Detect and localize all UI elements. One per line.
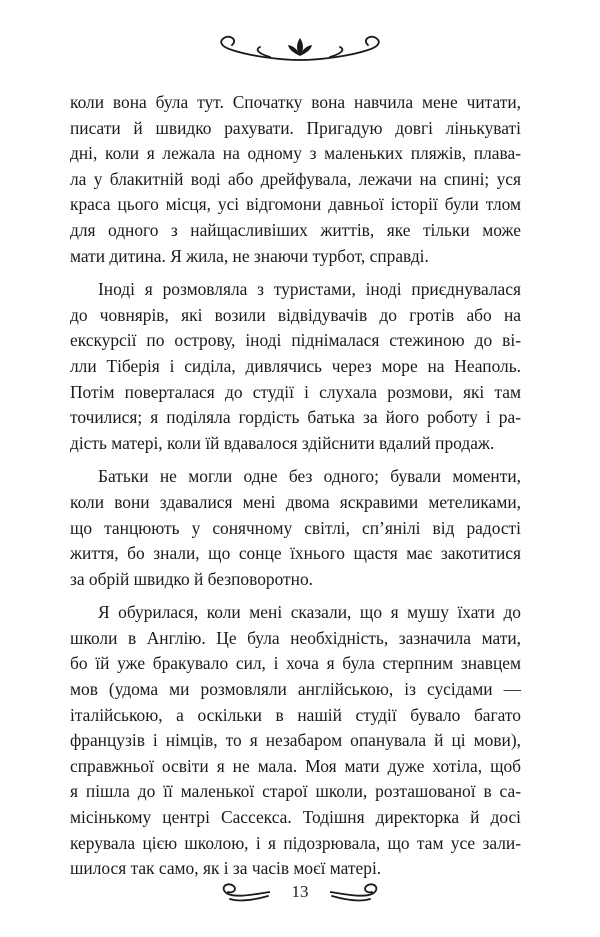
text-line: дість матері, коли їй вдавалося здійснити вдалий продаж. [70, 432, 495, 453]
body-text [70, 90, 521, 882]
paragraph-4 [70, 600, 521, 882]
text-line: точилися; я поділяла гордість батька за його роботу і ра- [70, 407, 521, 428]
text-line: школи в Англію. Це була необхідність, зазначила мати, [70, 627, 521, 648]
page-number: 13 [270, 882, 330, 902]
text-line: екскурсії по острову, іноді піднімалася стежиною до ві- [70, 330, 521, 351]
text-line: дні, коли я лежала на одному з маленьких пляжів, плава- [70, 143, 521, 164]
text-line: бо їй уже бракувало сил, і хоча я була стерпним знавцем [70, 653, 521, 674]
text-line: Я обурилася, коли мені сказали, що я мушу їхати до [98, 602, 521, 623]
paragraph-2 [70, 277, 521, 456]
text-line: мати дитина. Я жила, не знаючи турбот, справді. [70, 245, 429, 266]
text-line: для одного з найщасливіших життів, яке тільки може [70, 219, 521, 240]
text-line: справжньої освіти я не мала. Моя мати дуже хотіла, щоб [70, 755, 521, 776]
text-line: шилося так само, як і за часів моєї матері. [70, 858, 382, 879]
paragraph-3 [70, 464, 521, 592]
text-line: місінькому центрі Сассекса. Тодішня директорка й досі [70, 807, 521, 828]
text-line: за обрій швидко й безповоротно. [70, 568, 314, 589]
text-line: Потім поверталася до студії і слухала розмови, які там [70, 381, 521, 402]
text-line: коли вони здавалися мені двома яскравими метеликами, [70, 491, 521, 512]
text-line: мов (удома ми розмовляли англійською, із сусідами — [70, 679, 521, 700]
text-line: я пішла до її маленької старої школи, розташованої в са- [70, 781, 521, 802]
text-line: життя, бо знали, що сонце їхнього щастя має закотитися [70, 543, 521, 564]
text-line: ла у блакитній воді або дрейфувала, лежачи на спині; уся [70, 168, 521, 189]
text-line: краса цього місця, усі відгомони давньої історії були тлом [70, 194, 521, 215]
paragraph-1 [70, 90, 521, 269]
top-flourish-ornament [210, 20, 390, 70]
text-line: що танцюють у сонячному світлі, сп’янілі від радості [70, 517, 521, 538]
text-line: керувала цією школою, і я підозрювала, що там усе зали- [70, 832, 521, 853]
text-line: французів і німців, то я незабаром опанувала й ці мови), [70, 730, 521, 751]
text-line: Батьки не могли одне без одного; бували моменти, [98, 466, 521, 487]
text-line: до човнярів, які возили відвідувачів до гротів або на [70, 304, 521, 325]
text-line: коли вона була тут. Спочатку вона навчила мене читати, [70, 92, 521, 112]
text-line: писати й швидко рахувати. Пригадую довгі лінькуваті [70, 117, 521, 138]
text-line: лли Тіберія і сиділа, дивлячись через море на Неаполь. [70, 355, 521, 376]
text-line: Іноді я розмовляла з туристами, іноді приєднувалася [98, 279, 521, 300]
text-line: італійською, а оскільки в нашій студії бувало багато [70, 704, 521, 725]
